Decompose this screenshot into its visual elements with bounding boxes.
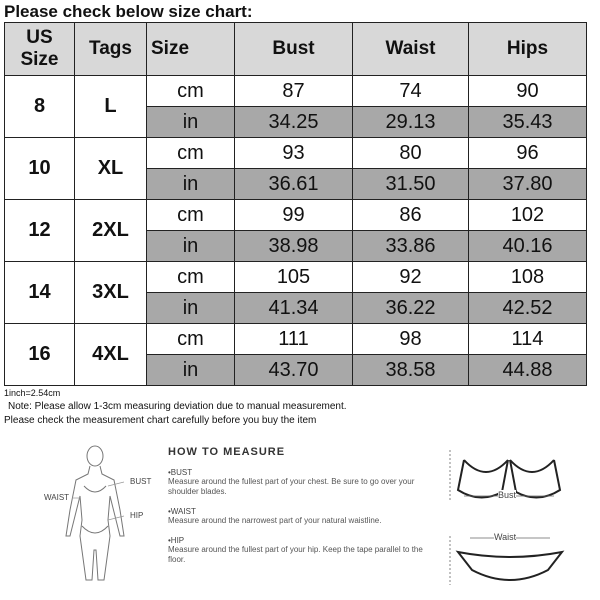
bust-cell: 111 xyxy=(235,324,353,355)
tag-cell: 3XL xyxy=(75,262,147,324)
waist-cell: 92 xyxy=(353,262,469,293)
hips-cell: 37.80 xyxy=(469,169,587,200)
unit-cell: in xyxy=(147,107,235,138)
us-size-cell: 12 xyxy=(5,200,75,262)
bust-cell: 87 xyxy=(235,76,353,107)
unit-cell: in xyxy=(147,355,235,386)
waist-cell: 31.50 xyxy=(353,169,469,200)
unit-cell: cm xyxy=(147,324,235,355)
garment-bust-label: Bust xyxy=(498,490,517,500)
unit-cell: cm xyxy=(147,262,235,293)
how-to-item-text: Measure around the fullest part of your hip. Keep the tape parallel to the floor. xyxy=(168,545,423,564)
bust-cell: 34.25 xyxy=(235,107,353,138)
header-tags: Tags xyxy=(75,23,147,76)
how-to-item-text: Measure around the fullest part of your chest. Be sure to go over your shoulder blades. xyxy=(168,477,415,496)
table-row xyxy=(5,200,587,231)
hips-cell: 114 xyxy=(469,324,587,355)
how-to-title: HOW TO MEASURE xyxy=(168,446,286,458)
deviation-note: Note: Please allow 1-3cm measuring deviation due to manual measurement. xyxy=(8,401,347,412)
size-chart-table xyxy=(4,22,587,386)
how-to-measure xyxy=(168,446,430,565)
bikini-diagram-icon xyxy=(430,440,590,595)
waist-cell: 29.13 xyxy=(353,107,469,138)
table-row xyxy=(5,76,587,107)
body-silhouette-icon xyxy=(40,440,180,590)
how-to-item-head: •WAIST xyxy=(168,507,196,516)
how-to-item-hip xyxy=(168,536,430,565)
unit-cell: cm xyxy=(147,200,235,231)
hips-cell: 102 xyxy=(469,200,587,231)
waist-cell: 36.22 xyxy=(353,293,469,324)
how-to-item-waist xyxy=(168,507,430,526)
waist-cell: 33.86 xyxy=(353,231,469,262)
header-waist: Waist xyxy=(353,23,469,76)
bust-cell: 38.98 xyxy=(235,231,353,262)
table-row xyxy=(5,262,587,293)
bust-cell: 93 xyxy=(235,138,353,169)
how-to-item-head: •BUST xyxy=(168,468,193,477)
bust-cell: 99 xyxy=(235,200,353,231)
how-to-item-text: Measure around the narrowest part of your natural waistline. xyxy=(168,516,382,525)
tag-cell: 2XL xyxy=(75,200,147,262)
tag-cell: L xyxy=(75,76,147,138)
waist-cell: 38.58 xyxy=(353,355,469,386)
unit-cell: cm xyxy=(147,138,235,169)
unit-cell: in xyxy=(147,169,235,200)
check-note: Please check the measurement chart carefully before you buy the item xyxy=(4,415,317,426)
waist-cell: 74 xyxy=(353,76,469,107)
figure-hip-label: HIP xyxy=(130,511,144,520)
figure-bust-label: BUST xyxy=(130,477,152,486)
hips-cell: 90 xyxy=(469,76,587,107)
garment-diagrams xyxy=(430,440,590,595)
table-row xyxy=(5,324,587,355)
waist-cell: 86 xyxy=(353,200,469,231)
table-header-row xyxy=(5,23,587,76)
hips-cell: 35.43 xyxy=(469,107,587,138)
us-size-cell: 16 xyxy=(5,324,75,386)
hips-cell: 44.88 xyxy=(469,355,587,386)
unit-cell: cm xyxy=(147,76,235,107)
hips-cell: 40.16 xyxy=(469,231,587,262)
bust-cell: 105 xyxy=(235,262,353,293)
waist-cell: 98 xyxy=(353,324,469,355)
us-size-cell: 14 xyxy=(5,262,75,324)
header-us-size: US Size xyxy=(5,23,75,76)
page-title: Please check below size chart: xyxy=(4,2,253,21)
figure-waist-label: WAIST xyxy=(44,493,70,502)
hips-cell: 108 xyxy=(469,262,587,293)
header-hips: Hips xyxy=(469,23,587,76)
how-to-item-bust xyxy=(168,468,430,497)
us-size-cell: 8 xyxy=(5,76,75,138)
bust-cell: 36.61 xyxy=(235,169,353,200)
hips-cell: 42.52 xyxy=(469,293,587,324)
bust-cell: 41.34 xyxy=(235,293,353,324)
table-row xyxy=(5,138,587,169)
unit-cell: in xyxy=(147,293,235,324)
hips-cell: 96 xyxy=(469,138,587,169)
header-bust: Bust xyxy=(235,23,353,76)
bust-cell: 43.70 xyxy=(235,355,353,386)
us-size-cell: 10 xyxy=(5,138,75,200)
notes xyxy=(4,386,347,428)
unit-cell: in xyxy=(147,231,235,262)
how-to-item-head: •HIP xyxy=(168,536,185,545)
body-figure xyxy=(40,440,180,590)
garment-waist-label: Waist xyxy=(494,532,517,542)
tag-cell: XL xyxy=(75,138,147,200)
waist-cell: 80 xyxy=(353,138,469,169)
header-size: Size xyxy=(147,23,235,76)
tag-cell: 4XL xyxy=(75,324,147,386)
conversion-note: 1inch=2.54cm xyxy=(4,388,61,398)
